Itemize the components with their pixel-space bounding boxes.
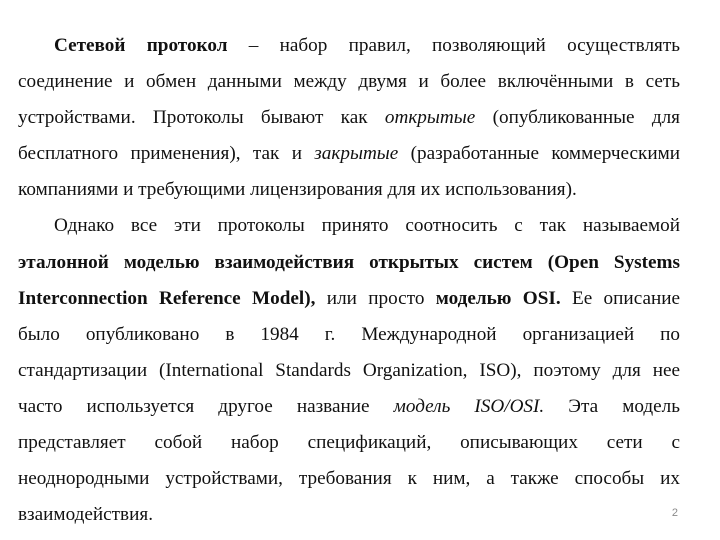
p2-line-7: представляет собой набор спецификаций, описывающих сети с bbox=[18, 432, 680, 454]
p1-line-3: устройствами. Протоколы бывают как открытые (опубликованные для bbox=[18, 107, 680, 129]
p2-line-5: стандартизации (International Standards Organization, ISO), поэтому для нее bbox=[18, 359, 680, 381]
p2-line-8: неоднородными устройствами, требования к ним, а также способы их bbox=[18, 468, 680, 490]
page-number: 2 bbox=[671, 507, 678, 519]
p1-line-1: Сетевой протокол – набор правил, позволяющий осуществлять bbox=[54, 35, 681, 56]
p2-line-2: эталонной моделью взаимодействия открытых систем (Open Systems bbox=[18, 251, 680, 273]
term-network-protocol: Сетевой протокол bbox=[54, 35, 228, 56]
term-osi-model: моделью OSI. bbox=[435, 287, 561, 309]
term-closed: закрытые bbox=[314, 143, 399, 165]
p1-line-5: компаниями и требующими лицензирования для их использования). bbox=[18, 179, 577, 201]
p2-line-9: взаимодействия. bbox=[18, 504, 154, 526]
body-text bbox=[18, 28, 680, 533]
p2-line-3: Interconnection Reference Model), или просто моделью OSI. Ее описание bbox=[18, 287, 681, 309]
term-iso-osi: модель ISO/OSI. bbox=[393, 395, 545, 417]
p1-line-2: соединение и обмен данными между двумя и более включёнными в сеть bbox=[18, 71, 680, 93]
p2-line-1: Однако все эти протоколы принято соотносить с так называемой bbox=[54, 215, 680, 237]
p2-line-6: часто используется другое название модель ISO/OSI. Эта модель bbox=[18, 395, 680, 417]
term-open: открытые bbox=[384, 107, 476, 129]
p2-line-4: было опубликовано в 1984 г. Международной организацией по bbox=[18, 323, 680, 345]
p1-line-4: бесплатного применения), так и закрытые (разработанные коммерческими bbox=[18, 143, 680, 165]
